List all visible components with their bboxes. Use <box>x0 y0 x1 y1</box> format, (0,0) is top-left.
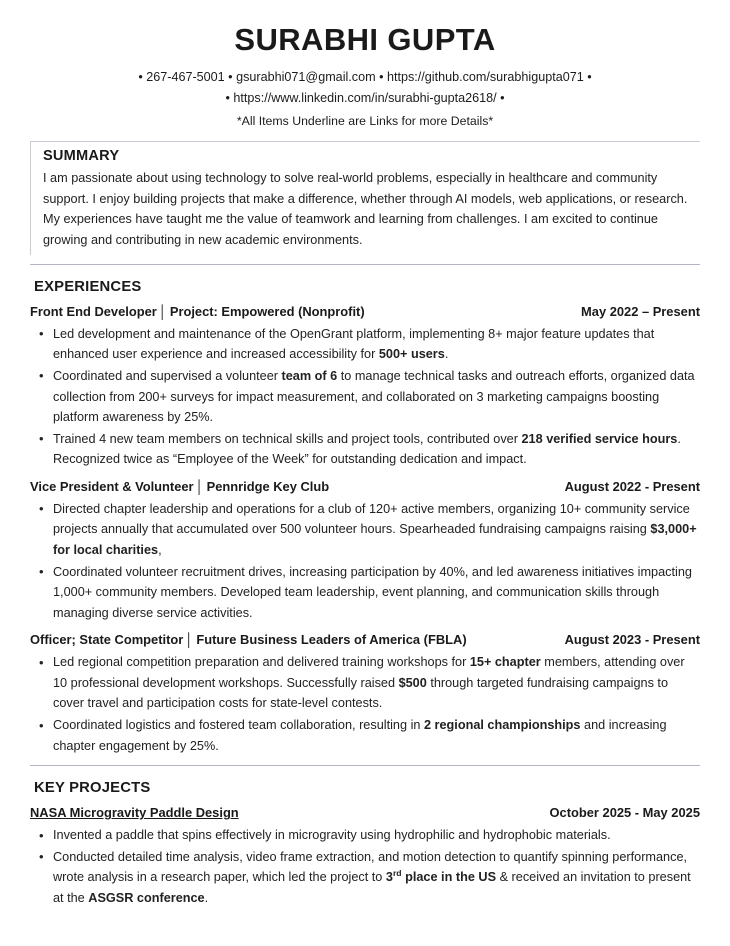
entry-date: May 2022 – Present <box>581 303 700 319</box>
bullet-item: • Directed chapter leadership and operations for a club of 120+ active members, organizing 10+ community service projects annually that accumulated over 500 volunteer hours. Spearheaded fundraising campaigns raising $3,000+ for local charities, <box>30 499 700 561</box>
entry-header <box>30 805 700 820</box>
candidate-name: SURABHI GUPTA <box>234 22 496 57</box>
divider-below-summary <box>30 264 700 265</box>
bullet-item: • Coordinated volunteer recruitment drives, increasing participation by 40%, and led awareness initiatives impacting 1,000+ community members. Developed team leadership, event planning, and communication skills through managing diverse service activities. <box>30 562 700 624</box>
bullet-item: • Coordinated and supervised a volunteer team of 6 to manage technical tasks and outreach efforts, organized data collection from 200+ surveys for impact measurement, and collaborated on 3 marketing campaigns boosting platform awareness by 25%. <box>30 366 700 428</box>
resume-entry <box>30 805 700 908</box>
experiences-section <box>30 279 700 756</box>
bullet-item: • Led development and maintenance of the OpenGrant platform, implementing 8+ major feature updates that enhanced user experience and increased accessibility for 500+ users. <box>30 324 700 365</box>
entry-role-org[interactable]: NASA Microgravity Paddle Design <box>30 805 239 821</box>
summary-heading: SUMMARY <box>43 148 120 164</box>
resume-entry <box>30 479 700 623</box>
summary-section <box>30 142 700 255</box>
bullet-item: • Coordinated logistics and fostered team collaboration, resulting in 2 regional championships and increasing chapter engagement by 25%. <box>30 715 700 756</box>
entry-date: August 2023 - Present <box>564 632 700 648</box>
links-note: *All Items Underline are Links for more Details* <box>236 113 494 128</box>
bullet-item: • Conducted detailed time analysis, video frame extraction, and motion detection to quantify spinning performance, wrote analysis in a research paper, which led the project to 3rd place in the US & received an invitation to present at the ASGSR conference. <box>30 847 700 909</box>
resume-entry <box>30 304 700 470</box>
key-projects-list <box>30 805 700 908</box>
experiences-heading: EXPERIENCES <box>34 278 142 295</box>
entry-role-org: Officer; State Competitor │ Future Business Leaders of America (FBLA) <box>30 632 467 648</box>
bullet-item: • Led regional competition preparation and delivered training workshops for 15+ chapter members, attending over 10 professional development workshops. Successfully raised $500 through targeted fundraising campaigns to cover travel and participation costs for state-level contests. <box>30 652 700 714</box>
entry-bullet-list <box>30 324 700 470</box>
contact-line-linkedin[interactable]: • https://www.linkedin.com/in/surabhi-gupta2618/ • <box>225 91 505 106</box>
resume-entry <box>30 632 700 756</box>
key-projects-heading: KEY PROJECTS <box>34 780 151 797</box>
divider-above-key-projects <box>30 765 700 766</box>
entry-date: October 2025 - May 2025 <box>549 805 700 821</box>
bullet-item: • Trained 4 new team members on technical skills and project tools, contributed over 218 verified service hours. Recognized twice as “Employee of the Week” for outstanding dedication and impact. <box>30 429 700 470</box>
entry-bullet-list <box>30 499 700 623</box>
entry-bullet-list <box>30 825 700 908</box>
entry-header <box>30 304 700 319</box>
entry-role-org: Vice President & Volunteer │ Pennridge Key Club <box>30 478 330 494</box>
resume-header <box>30 24 700 132</box>
experiences-list <box>30 304 700 756</box>
entry-date: August 2022 - Present <box>564 478 700 494</box>
entry-role-org: Front End Developer │ Project: Empowered (Nonprofit) <box>30 303 365 319</box>
key-projects-section <box>30 780 700 908</box>
summary-body: I am passionate about using technology to solve real-world problems, especially in healthcare and community support. I enjoy building projects that make a difference, whether through AI models, web applications, or research. My experiences have taught me the value of teamwork and learning from challenges. I am excited to continue growing and contributing in new academic environments. <box>43 171 688 248</box>
entry-bullet-list <box>30 652 700 756</box>
entry-header <box>30 632 700 647</box>
entry-header <box>30 479 700 494</box>
contact-line-primary[interactable]: • 267-467-5001 • gsurabhi071@gmail.com • https://github.com/surabhigupta071 • <box>138 69 592 84</box>
bullet-item: • Invented a paddle that spins effectively in microgravity using hydrophilic and hydrophobic materials. <box>30 825 700 846</box>
